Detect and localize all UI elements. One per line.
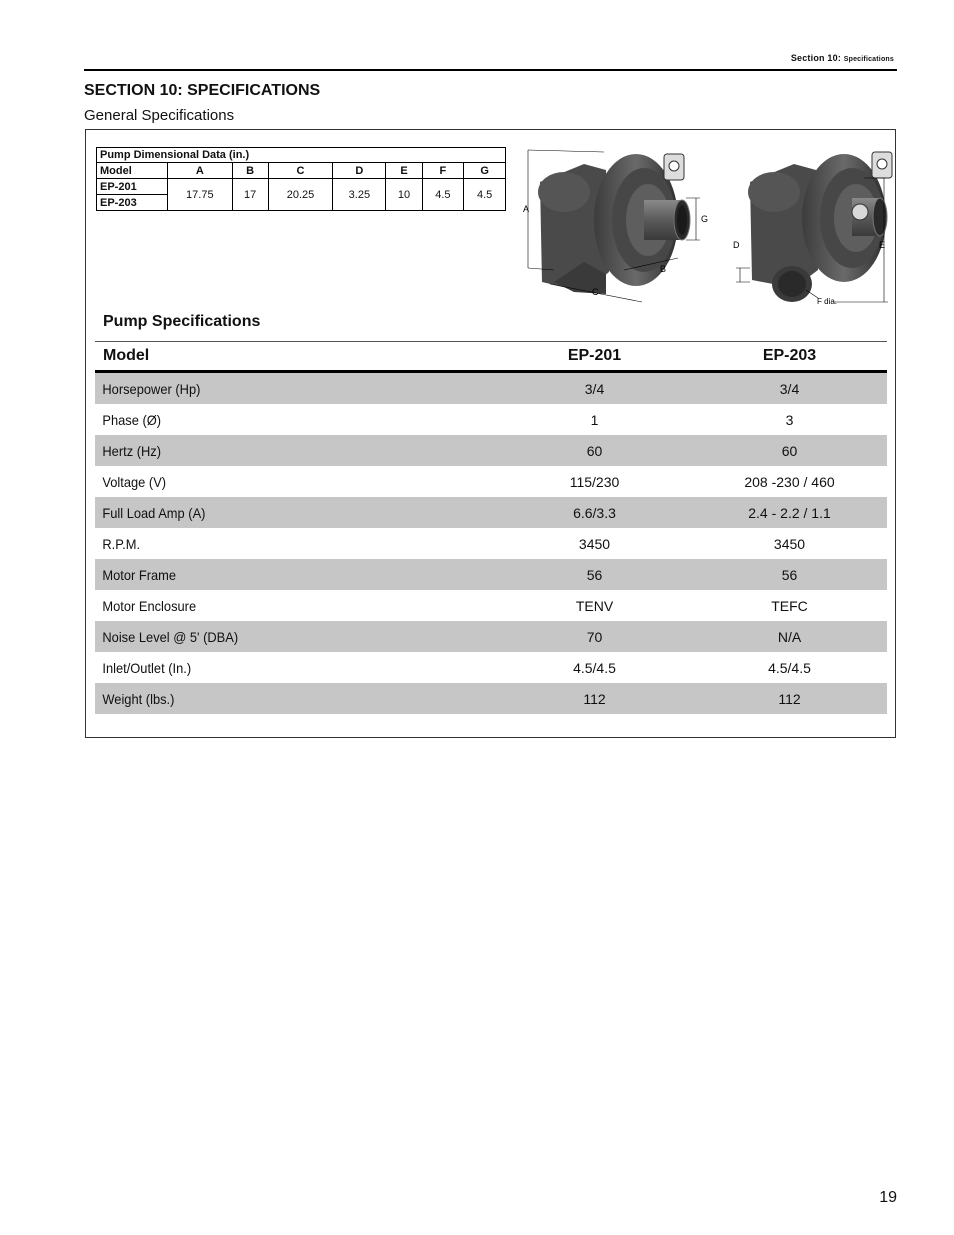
spec-label: Motor Enclosure [102,597,197,614]
table-row [95,683,887,714]
spec-value-ep201: 70 [586,628,603,645]
specifications-box [85,129,896,738]
spec-label: Voltage (V) [102,473,167,490]
pump-drawing-ep203 [733,152,892,306]
spec-label: Weight (lbs.) [102,690,175,707]
spec-label: Motor Frame [102,566,177,583]
spec-value-ep203: 4.5/4.5 [768,659,811,676]
pump-specs-col-ep203: EP-203 [762,347,817,364]
dim-label-f: F dia. [817,297,838,306]
spec-value-ep201: 4.5/4.5 [573,659,616,676]
dim-label-d: D [733,240,740,250]
dimensional-table-caption: Pump Dimensional Data (in.) [97,148,506,163]
running-header-name: Specifications [843,56,894,63]
spec-value-ep201: 112 [583,690,606,707]
spec-value-ep203: 60 [781,442,798,459]
spec-value-ep201: 60 [586,442,603,459]
pump-drawing-ep201 [523,150,708,302]
table-row [95,559,887,590]
header-rule [84,69,897,71]
table-row [95,590,887,621]
spec-label: Phase (Ø) [102,411,162,428]
dim-label-g: G [701,214,709,224]
dim-value-c: 20.25 [268,179,333,211]
table-row [95,621,887,652]
spec-value-ep201: 3450 [578,535,611,552]
dim-label-b: B [660,264,667,274]
spec-value-ep203: 3/4 [779,380,800,397]
spec-value-ep203: TEFC [771,597,808,614]
dim-value-b: 17 [232,179,268,211]
spec-label: Noise Level @ 5' (DBA) [102,628,239,645]
spec-value-ep201: 56 [586,566,603,583]
spec-value-ep201: 115/230 [569,473,620,490]
pump-specs-header-row [95,341,887,373]
spec-value-ep203: 56 [781,566,798,583]
table-row [95,435,887,466]
table-row [95,528,887,559]
pump-specifications-table [95,341,887,714]
section-title: SECTION 10: SPECIFICATIONS [84,82,321,99]
dimensional-data-table [96,147,506,211]
spec-label: Hertz (Hz) [102,442,162,459]
table-row [95,404,887,435]
dim-col-g: G [464,163,506,179]
dim-col-e: E [386,163,422,179]
running-header-prefix: Section 10: [790,53,842,63]
dim-col-model: Model [97,163,168,179]
dim-col-d: D [333,163,386,179]
spec-value-ep201: 1 [590,411,599,428]
pump-specs-col-model: Model [103,347,150,364]
dim-model-ep201: EP-201 [97,179,168,195]
table-row [95,373,887,404]
table-row [95,497,887,528]
section-subtitle: General Specifications [84,107,235,124]
dim-value-e: 10 [386,179,422,211]
spec-value-ep203: 3 [785,411,794,428]
dim-value-f: 4.5 [422,179,464,211]
table-row [95,466,887,497]
dim-label-a: A [523,204,530,214]
spec-value-ep203: 3450 [773,535,806,552]
spec-value-ep201: 6.6/3.3 [573,504,616,521]
dimensional-table-header [97,163,506,179]
spec-value-ep201: 3/4 [584,380,605,397]
dim-label-c: C [592,287,599,297]
spec-value-ep203: N/A [777,628,802,645]
spec-label: R.P.M. [102,535,141,552]
table-row [95,652,887,683]
dim-col-f: F [422,163,464,179]
dimensional-table-row [97,179,506,195]
dim-col-b: B [232,163,268,179]
dim-col-c: C [268,163,333,179]
spec-value-ep203: 2.4 - 2.2 / 1.1 [748,504,831,521]
pump-specs-col-ep201: EP-201 [567,347,622,364]
page-number: 19 [879,1189,897,1206]
spec-label: Inlet/Outlet (In.) [102,659,192,676]
pump-specifications-title: Pump Specifications [103,313,261,330]
dim-col-a: A [168,163,233,179]
dim-value-d: 3.25 [333,179,386,211]
dim-value-g: 4.5 [464,179,506,211]
spec-value-ep203: 208 -230 / 460 [744,473,835,490]
spec-label: Full Load Amp (A) [102,504,206,521]
pump-dimension-drawings [514,142,896,312]
running-header [791,53,894,63]
spec-value-ep201: TENV [575,597,614,614]
spec-value-ep203: 112 [778,690,801,707]
dim-model-ep203: EP-203 [97,195,168,211]
dim-value-a: 17.75 [168,179,233,211]
dim-label-e: E [879,240,886,250]
spec-label: Horsepower (Hp) [102,380,201,397]
